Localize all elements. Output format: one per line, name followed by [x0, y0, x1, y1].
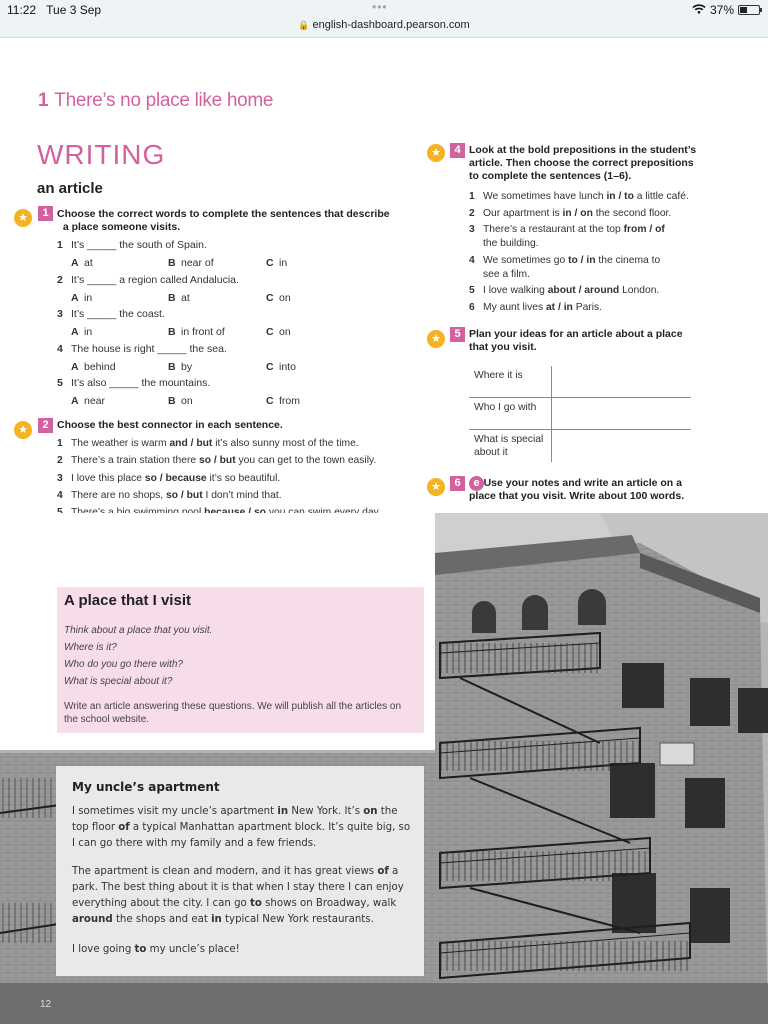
table-row-label: Where it is	[474, 370, 523, 381]
bold-word: in	[277, 806, 289, 817]
option-letter: A	[71, 360, 79, 373]
task-question: Who do you go there with?	[64, 659, 183, 670]
article-paragraph: The apartment is clean and modern, and it has great views of a park. The best thing about it is that when I stay there I can enjoy everything about the city. I can go to shows on Broadway, walk around the shops and eat in typical New York restaurants.	[72, 866, 404, 925]
bold-word: to / in	[568, 254, 596, 266]
answer-option[interactable]: C from	[266, 395, 300, 407]
task-question: Where is it?	[64, 642, 117, 653]
answer-option[interactable]: A behind	[71, 360, 116, 373]
option-letter: B	[168, 257, 176, 269]
answer-option[interactable]: B near of	[168, 257, 214, 269]
answer-option[interactable]: A in	[71, 291, 93, 304]
sentence: 1 The weather is warm and / but it’s also sunny most of the time.	[57, 438, 359, 449]
answer-option[interactable]: C into	[266, 360, 296, 373]
connector-choice: so / because	[144, 472, 207, 484]
answer-option[interactable]: B on	[168, 395, 193, 407]
bold-word: to	[134, 944, 147, 955]
sentence: 5 I love walking about / around London.	[469, 285, 660, 297]
question-number: 2	[469, 207, 475, 219]
question-number: 4	[57, 342, 63, 355]
exercise-number: 1	[38, 206, 53, 221]
option-letter: A	[71, 395, 79, 407]
sentence: 2 Our apartment is in / on the second floor.	[469, 207, 672, 219]
section-subtitle: an article	[37, 180, 103, 197]
answer-option[interactable]: A at	[71, 257, 93, 269]
star-icon: ★	[427, 478, 445, 496]
article-paragraph: I sometimes visit my uncle’s apartment in New York. It’s on the top floor of a typical Manhattan apartment block. It’s quite big, so I can go there with my family and a few friends.	[72, 806, 411, 849]
sentence: 3 I love this place so / because it’s so beautiful.	[57, 472, 281, 484]
multitask-dots[interactable]: •••	[372, 0, 388, 14]
section-title: WRITING	[37, 139, 166, 170]
task-question: Think about a place that you visit.	[64, 625, 213, 636]
table-divider	[551, 366, 552, 462]
star-icon: ★	[14, 209, 32, 227]
option-letter: B	[168, 291, 176, 304]
answer-option[interactable]: B in front of	[168, 326, 225, 338]
answer-option[interactable]: B at	[168, 291, 190, 304]
question-number: 5	[57, 377, 63, 389]
sentence: 4 We sometimes go to / in the cinema to	[469, 254, 661, 266]
answer-option[interactable]: C on	[266, 326, 291, 338]
url-text: english-dashboard.pearson.com	[312, 19, 470, 31]
table-row-label: What is special about it	[474, 434, 544, 458]
task-question: What is special about it?	[64, 676, 173, 687]
table-divider	[469, 429, 691, 430]
bold-word: in	[211, 914, 222, 925]
lock-icon: 🔒	[298, 20, 310, 30]
table-divider	[469, 397, 691, 398]
connector-choice: so / but	[166, 489, 203, 501]
bold-word: on	[363, 806, 378, 817]
bold-word: of	[118, 822, 130, 833]
exercise-number: 4	[450, 143, 465, 158]
task-box	[57, 587, 424, 733]
question-number: 1	[469, 191, 475, 202]
sentence: 1 We sometimes have lunch in / to a little café.	[469, 191, 689, 202]
bold-word: in / on	[562, 207, 593, 219]
star-icon: ★	[427, 330, 445, 348]
task-body: Write an article answering these questions. We will publish all the articles on the school website.	[64, 701, 402, 725]
option-letter: A	[71, 257, 79, 269]
exercise-4-instruction: Look at the bold prepositions in the student’s article. Then choose the correct prepositions to complete the sentences (1–6).	[469, 144, 697, 182]
task-title: A place that I visit	[64, 592, 191, 609]
answer-option[interactable]: C on	[266, 291, 291, 304]
option-letter: C	[266, 291, 274, 304]
question-number: 2	[57, 455, 63, 467]
sentence: the building.	[483, 238, 539, 250]
option-letter: C	[266, 395, 274, 407]
textbook-page[interactable]	[0, 39, 768, 1024]
question: 1 It’s _____ the south of Spain.	[57, 239, 207, 251]
question-number: 3	[57, 308, 63, 320]
connector-choice: and / but	[169, 438, 213, 449]
address-bar[interactable]	[0, 19, 768, 31]
exercise-5-instruction: Plan your ideas for an article about a place that you visit.	[469, 328, 683, 353]
status-right	[692, 3, 760, 17]
e-icon: e	[469, 476, 484, 491]
question: 3 It’s _____ the coast.	[57, 308, 165, 320]
connector-choice: so / but	[199, 455, 236, 467]
question: 5 It’s also _____ the mountains.	[57, 377, 211, 389]
bold-word: in / to	[606, 191, 634, 202]
star-icon: ★	[427, 144, 445, 162]
question-number: 3	[469, 224, 475, 236]
option-letter: B	[168, 395, 176, 407]
bold-word: to	[250, 898, 262, 909]
answer-option[interactable]: C in	[266, 257, 288, 269]
status-bar	[0, 0, 768, 38]
battery-percent: 37%	[709, 3, 734, 17]
battery-icon	[738, 5, 760, 15]
option-letter: A	[71, 291, 79, 304]
exercise-1-instruction: Choose the correct words to complete the sentences that describe a place someone visits.	[57, 208, 390, 233]
page-number: 12	[40, 999, 52, 1010]
exercise-number: 6	[450, 476, 465, 491]
status-time: 11:22 Tue 3 Sep	[7, 3, 102, 17]
sentence: 2 There’s a train station there so / but you can get to the town easily.	[57, 455, 377, 467]
sentence: 4 There are no shops, so / but I don’t mind that.	[57, 489, 282, 501]
exercise-6-instruction: Use your notes and write an article on a place that you visit. Write about 100 words.	[469, 477, 685, 502]
question-number: 1	[57, 239, 63, 251]
table-row-label: Who I go with	[474, 402, 537, 413]
question-number: 4	[469, 254, 475, 266]
article-box	[56, 766, 424, 976]
question-number: 5	[469, 285, 475, 297]
exercise-number: 2	[38, 418, 53, 433]
sentence: 3 There’s a restaurant at the top from / of	[469, 224, 665, 236]
question-number: 3	[57, 472, 63, 484]
article-paragraph: I love going to my uncle’s place!	[72, 944, 240, 955]
article-title: My uncle’s apartment	[72, 780, 220, 794]
bold-word: at / in	[545, 302, 573, 313]
question-number: 6	[469, 302, 475, 313]
exercise-number: 5	[450, 327, 465, 342]
option-letter: C	[266, 360, 274, 373]
option-letter: B	[168, 326, 176, 338]
star-icon: ★	[14, 421, 32, 439]
bold-word: about / around	[547, 285, 620, 297]
unit-title: 1 There’s no place like home	[38, 90, 274, 111]
option-letter: A	[71, 326, 79, 338]
answer-option[interactable]: A near	[71, 395, 106, 407]
question-number: 2	[57, 273, 63, 286]
question-number: 4	[57, 489, 63, 501]
answer-option[interactable]: A in	[71, 326, 93, 338]
answer-option[interactable]: B by	[168, 360, 193, 373]
wifi-icon	[692, 4, 706, 17]
bold-word: around	[72, 914, 113, 925]
exercise-2-instruction: Choose the best connector in each sentence.	[57, 419, 283, 431]
option-letter: C	[266, 257, 274, 269]
sentence: see a film.	[483, 268, 530, 280]
sentence: 6 My aunt lives at / in Paris.	[469, 302, 603, 313]
bold-word: from / of	[623, 224, 665, 236]
option-letter: C	[266, 326, 274, 338]
option-letter: B	[168, 360, 176, 373]
question-number: 1	[57, 438, 63, 449]
question: 2 It’s _____ a region called Andalucia.	[57, 273, 239, 286]
bold-word: of	[377, 866, 389, 877]
question: 4 The house is right _____ the sea.	[57, 342, 227, 355]
